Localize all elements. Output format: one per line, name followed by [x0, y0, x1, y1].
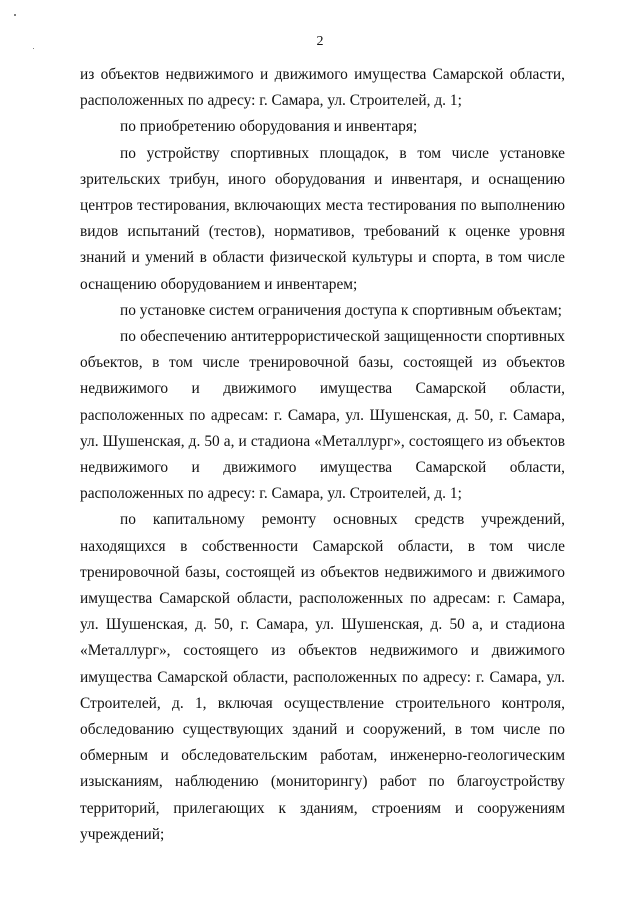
page-number: 2	[316, 34, 324, 49]
paragraph-equipment-purchase: по приобретению оборудования и инвентаря;	[120, 118, 418, 136]
document-body	[80, 62, 565, 848]
paragraph-capital-repair: по капитальному ремонту основных средств учреждений, находящихся в собственности Самарской области, в том числе тренировочной базы, состоящей из объектов недвижимого и движимого имущества Самарской области, расположенных по адресам: г. Самара, ул. Шушенская, д. 50, г. Самара, ул. Шушенская, д. 50 а, и стадиона «Металлург», состоящего из объектов недвижимого и движимого имущества Самарской области, расположенных по адресу: г. Самара, ул. Строителей, д. 1, включая осуществление строительного контроля, обследованию существующих зданий и сооружений, в том числе по обмерным и обследовательским работам, инженерно-геологическим изысканиям, наблюдению (мониторингу) работ по благоустройству территорий, прилегающих к зданиям, строениям и сооружениям учреждений;	[80, 511, 565, 843]
paragraph-continuation: из объектов недвижимого и движимого имущества Самарской области, расположенных по адресу: г. Самара, ул. Строителей, д. 1;	[80, 66, 565, 110]
paragraph-sports-grounds: по устройству спортивных площадок, в том числе установке зрительских трибун, иного оборудования и инвентаря, и оснащению центров тестирования, включающих места тестирования по выполнению видов испытаний (тестов), нормативов, требований к оценке уровня знаний и умений в области физической культуры и спорта, в том числе оснащению оборудованием и инвентарем;	[80, 144, 565, 293]
scan-speck	[14, 14, 16, 16]
paragraph-access-control: по установке систем ограничения доступа к спортивным объектам;	[120, 301, 562, 319]
paragraph-antiterror-security: по обеспечению антитеррористической защищенности спортивных объектов, в том числе тренировочной базы, состоящей из объектов недвижимого и движимого имущества Самарской области, расположенных по адресам: г. Самара, ул. Шушенская, д. 50, г. Самара, ул. Шушенская, д. 50 а, и стадиона «Металлург», состоящего из объектов недвижимого и движимого имущества Самарской области, расположенных по адресу: г. Самара, ул. Строителей, д. 1;	[80, 328, 565, 503]
